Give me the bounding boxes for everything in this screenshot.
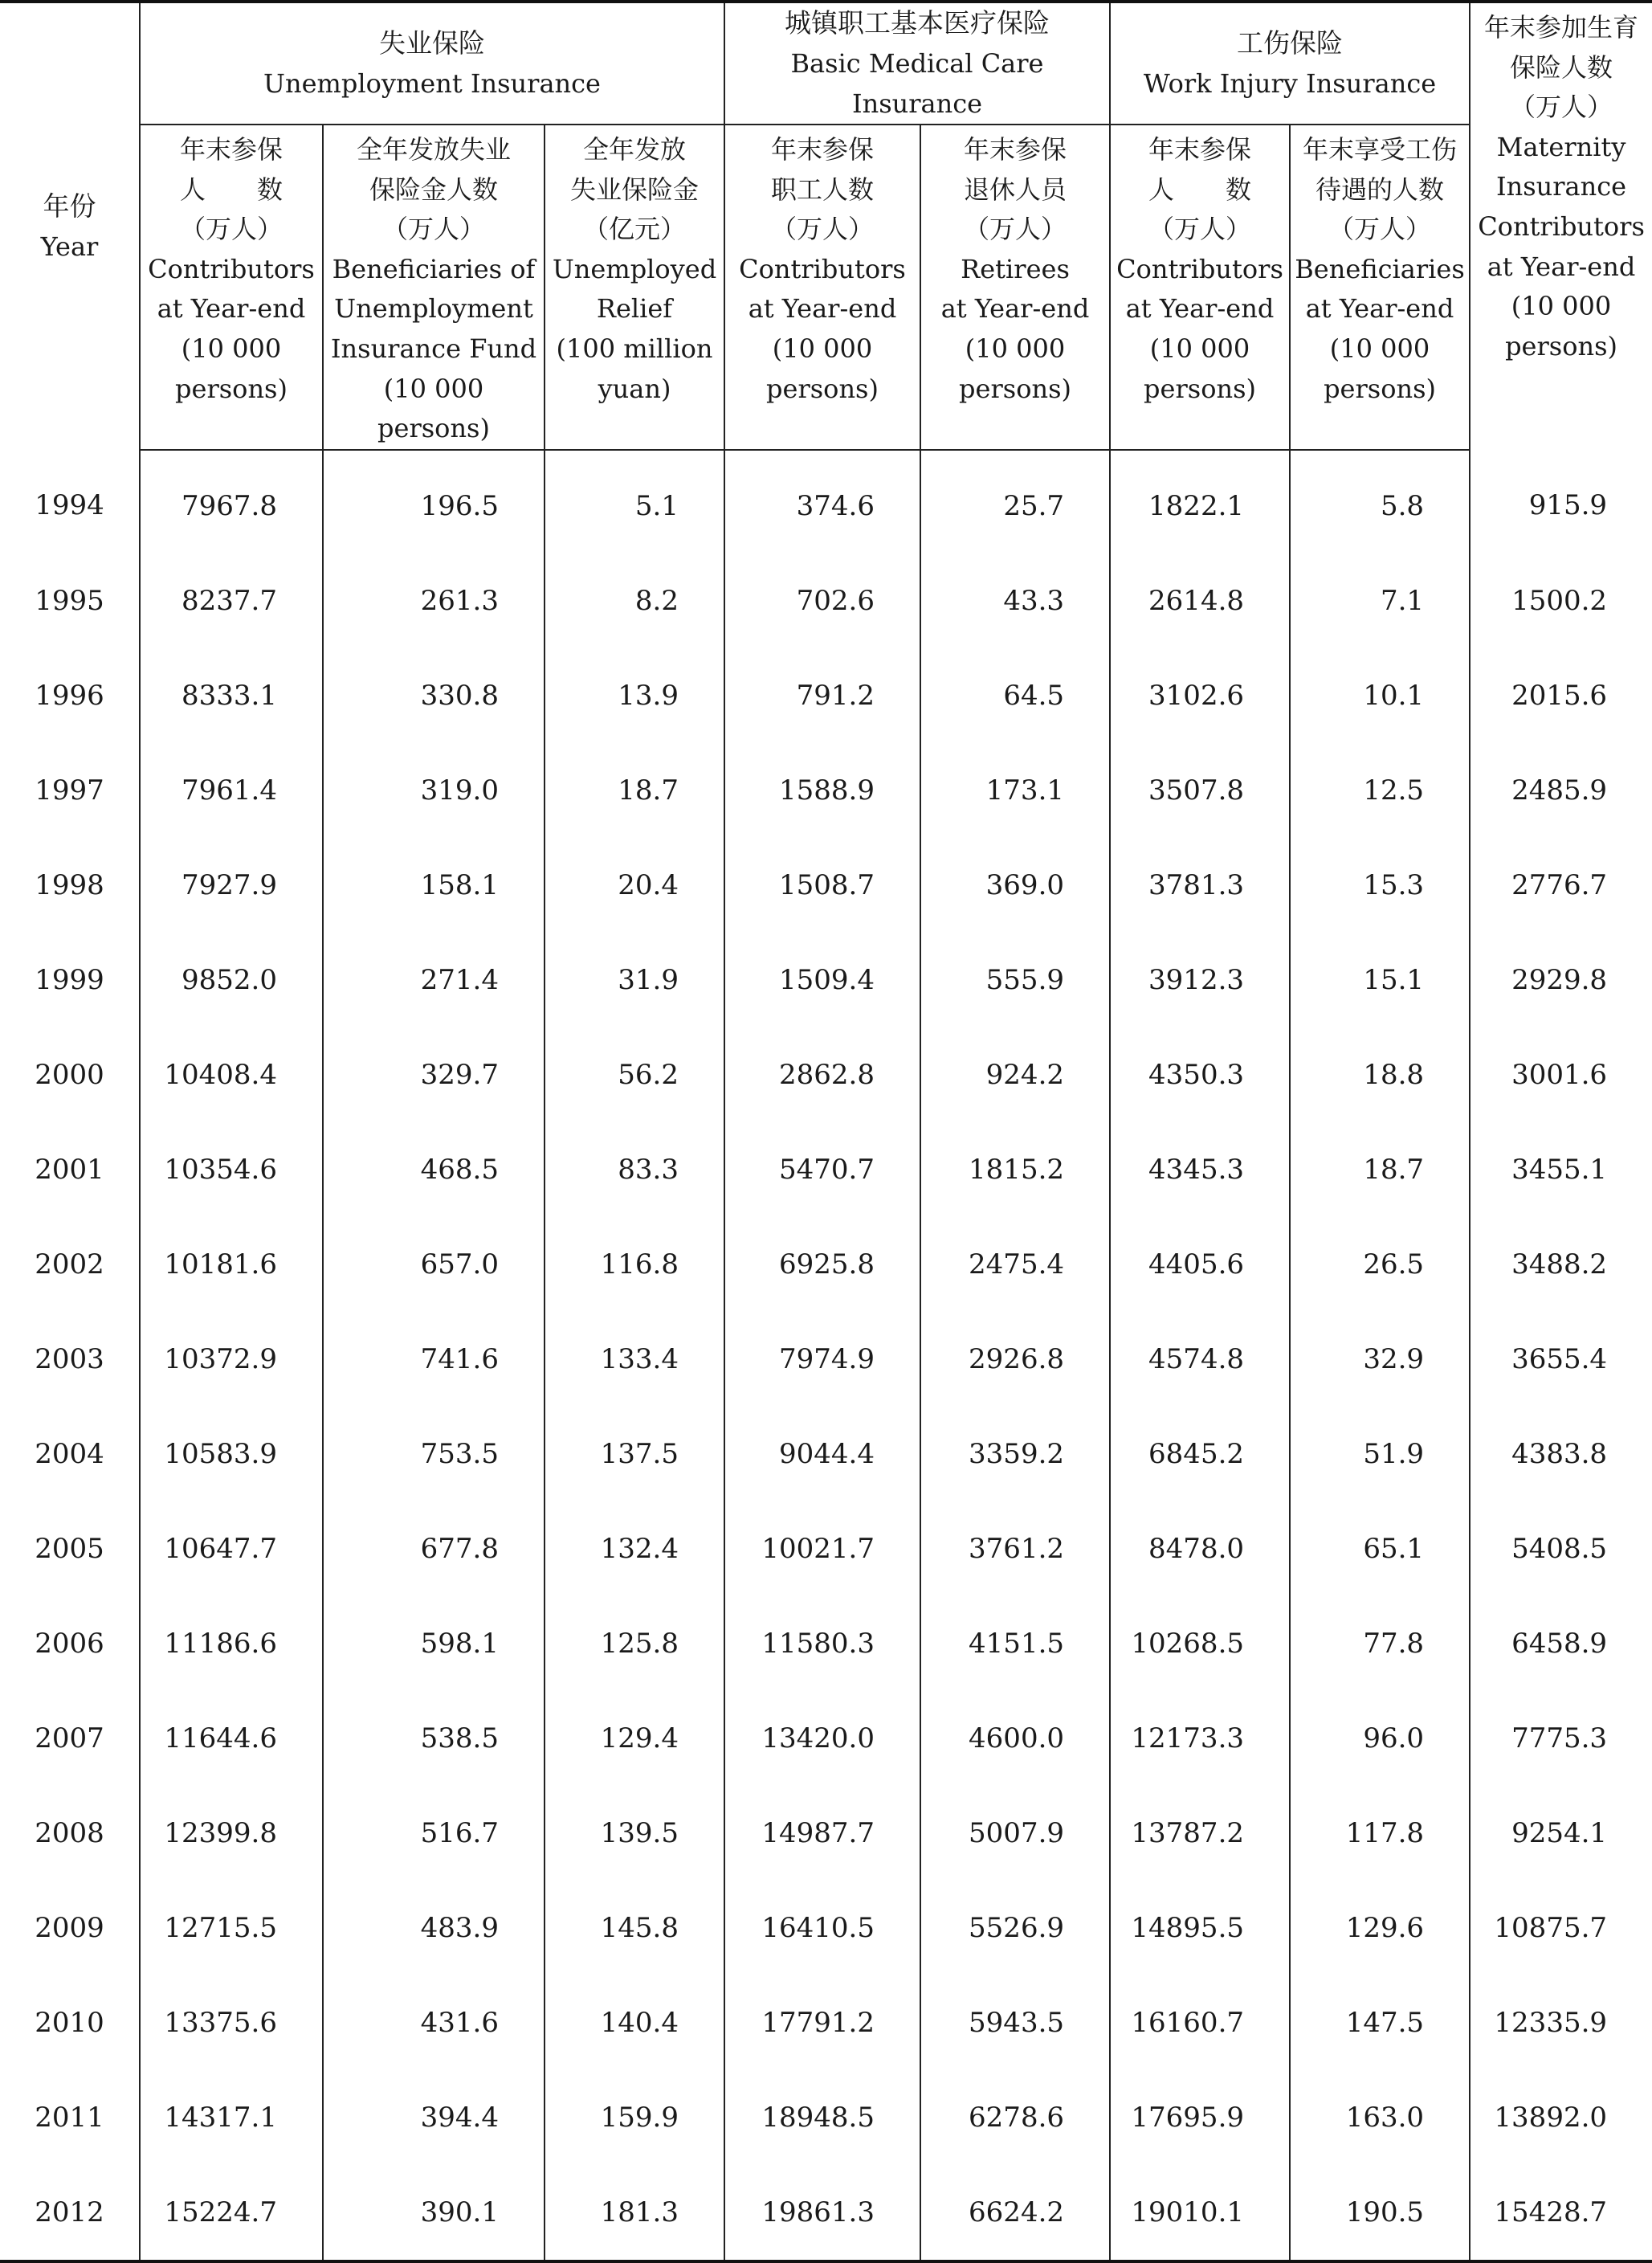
value-cell: 56.2 — [545, 1027, 724, 1122]
value-cell: 1500.2 — [1470, 553, 1652, 648]
value-cell: 1508.7 — [724, 838, 920, 933]
value-cell: 7927.9 — [140, 838, 323, 933]
year-cell: 1994 — [35, 489, 104, 522]
table-row — [0, 648, 1652, 743]
value-cell: 3507.8 — [1110, 743, 1290, 838]
value-cell: 158.1 — [323, 838, 545, 933]
value-cell: 791.2 — [724, 648, 920, 743]
table-row — [0, 1881, 1652, 1975]
value-cell: 8333.1 — [140, 648, 323, 743]
value-cell: 431.6 — [323, 1975, 545, 2070]
table-row — [0, 838, 1652, 933]
value-cell: 116.8 — [545, 1217, 724, 1312]
value-cell: 555.9 — [920, 933, 1110, 1027]
value-cell: 2015.6 — [1470, 648, 1652, 743]
value-cell: 5408.5 — [1470, 1501, 1652, 1596]
value-cell: 18.7 — [545, 743, 724, 838]
value-cell: 173.1 — [920, 743, 1110, 838]
value-cell: 6624.2 — [920, 2165, 1110, 2261]
year-cell: 2010 — [35, 2006, 104, 2039]
value-cell: 65.1 — [1290, 1501, 1470, 1596]
value-cell: 10354.6 — [140, 1122, 323, 1217]
subheader-injury-beneficiaries: 年末享受工伤 待遇的人数 （万人） Beneficiaries at Year-end (10 000 persons) — [1290, 125, 1470, 450]
table-row — [0, 1786, 1652, 1881]
value-cell: 3781.3 — [1110, 838, 1290, 933]
value-cell: 51.9 — [1290, 1407, 1470, 1501]
value-cell: 3761.2 — [920, 1501, 1110, 1596]
subheader-unemp-beneficiaries: 全年发放失业 保险金人数 （万人） Beneficiaries of Unemployment Insurance Fund (10 000 persons) — [323, 125, 545, 450]
subheader-medical-contributors: 年末参保 职工人数 （万人） Contributors at Year-end (10 000 persons) — [724, 125, 920, 450]
value-cell: 181.3 — [545, 2165, 724, 2261]
value-cell: 3455.1 — [1470, 1122, 1652, 1217]
value-cell: 15224.7 — [140, 2165, 323, 2261]
year-cell: 2003 — [35, 1342, 104, 1375]
value-cell: 329.7 — [323, 1027, 545, 1122]
value-cell: 538.5 — [323, 1691, 545, 1786]
table-row — [0, 2165, 1652, 2261]
value-cell: 468.5 — [323, 1122, 545, 1217]
table-row — [0, 1027, 1652, 1122]
value-cell: 16410.5 — [724, 1881, 920, 1975]
value-cell: 4151.5 — [920, 1596, 1110, 1691]
table-row — [0, 933, 1652, 1027]
year-header-zh: 年份 — [43, 190, 96, 222]
value-cell: 163.0 — [1290, 2070, 1470, 2165]
table-row — [0, 1312, 1652, 1407]
value-cell: 394.4 — [323, 2070, 545, 2165]
value-cell: 10.1 — [1290, 648, 1470, 743]
value-cell: 18.8 — [1290, 1027, 1470, 1122]
value-cell: 26.5 — [1290, 1217, 1470, 1312]
value-cell: 753.5 — [323, 1407, 545, 1501]
value-cell: 17791.2 — [724, 1975, 920, 2070]
value-cell: 374.6 — [724, 450, 920, 553]
value-cell: 2862.8 — [724, 1027, 920, 1122]
value-cell: 3102.6 — [1110, 648, 1290, 743]
value-cell: 483.9 — [323, 1881, 545, 1975]
value-cell: 6458.9 — [1470, 1596, 1652, 1691]
year-cell: 2012 — [0, 2165, 140, 2261]
value-cell: 10021.7 — [724, 1501, 920, 1596]
value-cell: 2475.4 — [920, 1217, 1110, 1312]
value-cell: 19861.3 — [724, 2165, 920, 2261]
value-cell: 390.1 — [323, 2165, 545, 2261]
value-cell: 5.1 — [545, 450, 724, 553]
value-cell: 117.8 — [1290, 1786, 1470, 1881]
value-cell: 369.0 — [920, 838, 1110, 933]
value-cell: 13892.0 — [1470, 2070, 1652, 2165]
value-cell: 64.5 — [920, 648, 1110, 743]
group-header-unemployment: 失业保险 Unemployment Insurance — [140, 2, 724, 125]
value-cell: 3359.2 — [920, 1407, 1110, 1501]
value-cell: 2776.7 — [1470, 838, 1652, 933]
value-cell: 3655.4 — [1470, 1312, 1652, 1407]
value-cell: 11644.6 — [140, 1691, 323, 1786]
value-cell: 12399.8 — [140, 1786, 323, 1881]
value-cell: 11580.3 — [724, 1596, 920, 1691]
year-cell: 2005 — [35, 1532, 104, 1565]
subheader-medical-retirees: 年末参保 退休人员 （万人） Retirees at Year-end (10 000 persons) — [920, 125, 1110, 450]
value-cell: 10647.7 — [140, 1501, 323, 1596]
value-cell: 261.3 — [323, 553, 545, 648]
value-cell: 6845.2 — [1110, 1407, 1290, 1501]
maternity-header: 年末参加生育 保险人数 （万人） Maternity Insurance Contributors at Year-end (10 000 persons) — [1470, 2, 1652, 450]
value-cell: 18.7 — [1290, 1122, 1470, 1217]
value-cell: 83.3 — [545, 1122, 724, 1217]
value-cell: 13787.2 — [1110, 1786, 1290, 1881]
value-cell: 25.7 — [920, 450, 1110, 553]
value-cell: 14317.1 — [140, 2070, 323, 2165]
table-body — [0, 450, 1652, 2261]
value-cell: 4574.8 — [1110, 1312, 1290, 1407]
value-cell: 4405.6 — [1110, 1217, 1290, 1312]
value-cell: 2929.8 — [1470, 933, 1652, 1027]
value-cell: 159.9 — [545, 2070, 724, 2165]
value-cell: 15.3 — [1290, 838, 1470, 933]
year-cell: 1999 — [35, 963, 104, 996]
value-cell: 12715.5 — [140, 1881, 323, 1975]
year-cell: 2008 — [35, 1816, 104, 1849]
value-cell: 924.2 — [920, 1027, 1110, 1122]
value-cell: 139.5 — [545, 1786, 724, 1881]
year-cell: 2009 — [35, 1911, 104, 1944]
subheader-injury-contributors: 年末参保 人 数 （万人） Contributors at Year-end (10 000 persons) — [1110, 125, 1290, 450]
value-cell: 4600.0 — [920, 1691, 1110, 1786]
table-row — [0, 1407, 1652, 1501]
year-cell: 2000 — [35, 1058, 104, 1091]
subheader-unemp-contributors: 年末参保 人 数 （万人） Contributors at Year-end (10 000 persons) — [140, 125, 323, 450]
value-cell: 10372.9 — [140, 1312, 323, 1407]
value-cell: 5470.7 — [724, 1122, 920, 1217]
year-cell: 2007 — [35, 1722, 104, 1754]
table-row — [0, 1501, 1652, 1596]
value-cell: 3912.3 — [1110, 933, 1290, 1027]
value-cell: 10268.5 — [1110, 1596, 1290, 1691]
year-cell: 1998 — [35, 868, 104, 901]
value-cell: 702.6 — [724, 553, 920, 648]
value-cell: 12173.3 — [1110, 1691, 1290, 1786]
value-cell: 18948.5 — [724, 2070, 920, 2165]
table-row — [0, 2070, 1652, 2165]
value-cell: 10408.4 — [140, 1027, 323, 1122]
value-cell: 140.4 — [545, 1975, 724, 2070]
value-cell: 330.8 — [323, 648, 545, 743]
value-cell: 10181.6 — [140, 1217, 323, 1312]
value-cell: 2926.8 — [920, 1312, 1110, 1407]
table-row — [0, 1596, 1652, 1691]
value-cell: 271.4 — [323, 933, 545, 1027]
value-cell: 196.5 — [323, 450, 545, 553]
value-cell: 32.9 — [1290, 1312, 1470, 1407]
year-cell: 1997 — [35, 774, 104, 807]
value-cell: 20.4 — [545, 838, 724, 933]
value-cell: 43.3 — [920, 553, 1110, 648]
year-cell: 1996 — [35, 679, 104, 712]
value-cell: 7775.3 — [1470, 1691, 1652, 1786]
value-cell: 9852.0 — [140, 933, 323, 1027]
value-cell: 13.9 — [545, 648, 724, 743]
year-cell: 2001 — [35, 1153, 104, 1186]
value-cell: 17695.9 — [1110, 2070, 1290, 2165]
value-cell: 9044.4 — [724, 1407, 920, 1501]
value-cell: 4350.3 — [1110, 1027, 1290, 1122]
value-cell: 125.8 — [545, 1596, 724, 1691]
value-cell: 6925.8 — [724, 1217, 920, 1312]
year-cell: 1995 — [35, 584, 104, 617]
value-cell: 8237.7 — [140, 553, 323, 648]
value-cell: 19010.1 — [1110, 2165, 1290, 2261]
value-cell: 516.7 — [323, 1786, 545, 1881]
value-cell: 96.0 — [1290, 1691, 1470, 1786]
table-row — [0, 1691, 1652, 1786]
table-row — [0, 1975, 1652, 2070]
year-cell: 2006 — [35, 1627, 104, 1660]
value-cell: 6278.6 — [920, 2070, 1110, 2165]
value-cell: 2485.9 — [1470, 743, 1652, 838]
group-header-medical: 城镇职工基本医疗保险 Basic Medical Care Insurance — [724, 2, 1110, 125]
value-cell: 1588.9 — [724, 743, 920, 838]
value-cell: 145.8 — [545, 1881, 724, 1975]
value-cell: 7.1 — [1290, 553, 1470, 648]
value-cell: 5943.5 — [920, 1975, 1110, 2070]
value-cell: 15.1 — [1290, 933, 1470, 1027]
year-header — [0, 2, 140, 450]
value-cell: 2614.8 — [1110, 553, 1290, 648]
value-cell: 5526.9 — [920, 1881, 1110, 1975]
table-row — [0, 743, 1652, 838]
value-cell: 915.9 — [1470, 450, 1652, 553]
value-cell: 11186.6 — [140, 1596, 323, 1691]
value-cell: 132.4 — [545, 1501, 724, 1596]
value-cell: 14895.5 — [1110, 1881, 1290, 1975]
subheader-unemp-relief: 全年发放 失业保险金 （亿元） Unemployed Relief (100 million yuan) — [545, 125, 724, 450]
value-cell: 7967.8 — [140, 450, 323, 553]
value-cell: 5007.9 — [920, 1786, 1110, 1881]
value-cell: 13420.0 — [724, 1691, 920, 1786]
value-cell: 129.4 — [545, 1691, 724, 1786]
value-cell: 1509.4 — [724, 933, 920, 1027]
value-cell: 677.8 — [323, 1501, 545, 1596]
value-cell: 4345.3 — [1110, 1122, 1290, 1217]
value-cell: 147.5 — [1290, 1975, 1470, 2070]
value-cell: 16160.7 — [1110, 1975, 1290, 2070]
value-cell: 31.9 — [545, 933, 724, 1027]
value-cell: 1815.2 — [920, 1122, 1110, 1217]
table-row — [0, 1217, 1652, 1312]
value-cell: 657.0 — [323, 1217, 545, 1312]
value-cell: 15428.7 — [1470, 2165, 1652, 2261]
value-cell: 9254.1 — [1470, 1786, 1652, 1881]
table-row — [0, 1122, 1652, 1217]
value-cell: 7961.4 — [140, 743, 323, 838]
value-cell: 3001.6 — [1470, 1027, 1652, 1122]
value-cell: 13375.6 — [140, 1975, 323, 2070]
value-cell: 14987.7 — [724, 1786, 920, 1881]
group-header-work-injury: 工伤保险 Work Injury Insurance — [1110, 2, 1470, 125]
value-cell: 8478.0 — [1110, 1501, 1290, 1596]
value-cell: 137.5 — [545, 1407, 724, 1501]
year-cell: 2002 — [35, 1248, 104, 1281]
value-cell: 12335.9 — [1470, 1975, 1652, 2070]
value-cell: 8.2 — [545, 553, 724, 648]
value-cell: 1822.1 — [1110, 450, 1290, 553]
value-cell: 741.6 — [323, 1312, 545, 1407]
value-cell: 129.6 — [1290, 1881, 1470, 1975]
value-cell: 133.4 — [545, 1312, 724, 1407]
value-cell: 4383.8 — [1470, 1407, 1652, 1501]
value-cell: 10875.7 — [1470, 1881, 1652, 1975]
value-cell: 7974.9 — [724, 1312, 920, 1407]
value-cell: 3488.2 — [1470, 1217, 1652, 1312]
value-cell: 5.8 — [1290, 450, 1470, 553]
value-cell: 12.5 — [1290, 743, 1470, 838]
year-cell: 2004 — [35, 1437, 104, 1470]
year-header-en: Year — [40, 231, 99, 262]
value-cell: 10583.9 — [140, 1407, 323, 1501]
value-cell: 598.1 — [323, 1596, 545, 1691]
value-cell: 319.0 — [323, 743, 545, 838]
year-cell: 2011 — [35, 2101, 104, 2134]
table-row — [0, 450, 1652, 553]
value-cell: 77.8 — [1290, 1596, 1470, 1691]
table-row — [0, 553, 1652, 648]
value-cell: 190.5 — [1290, 2165, 1470, 2261]
